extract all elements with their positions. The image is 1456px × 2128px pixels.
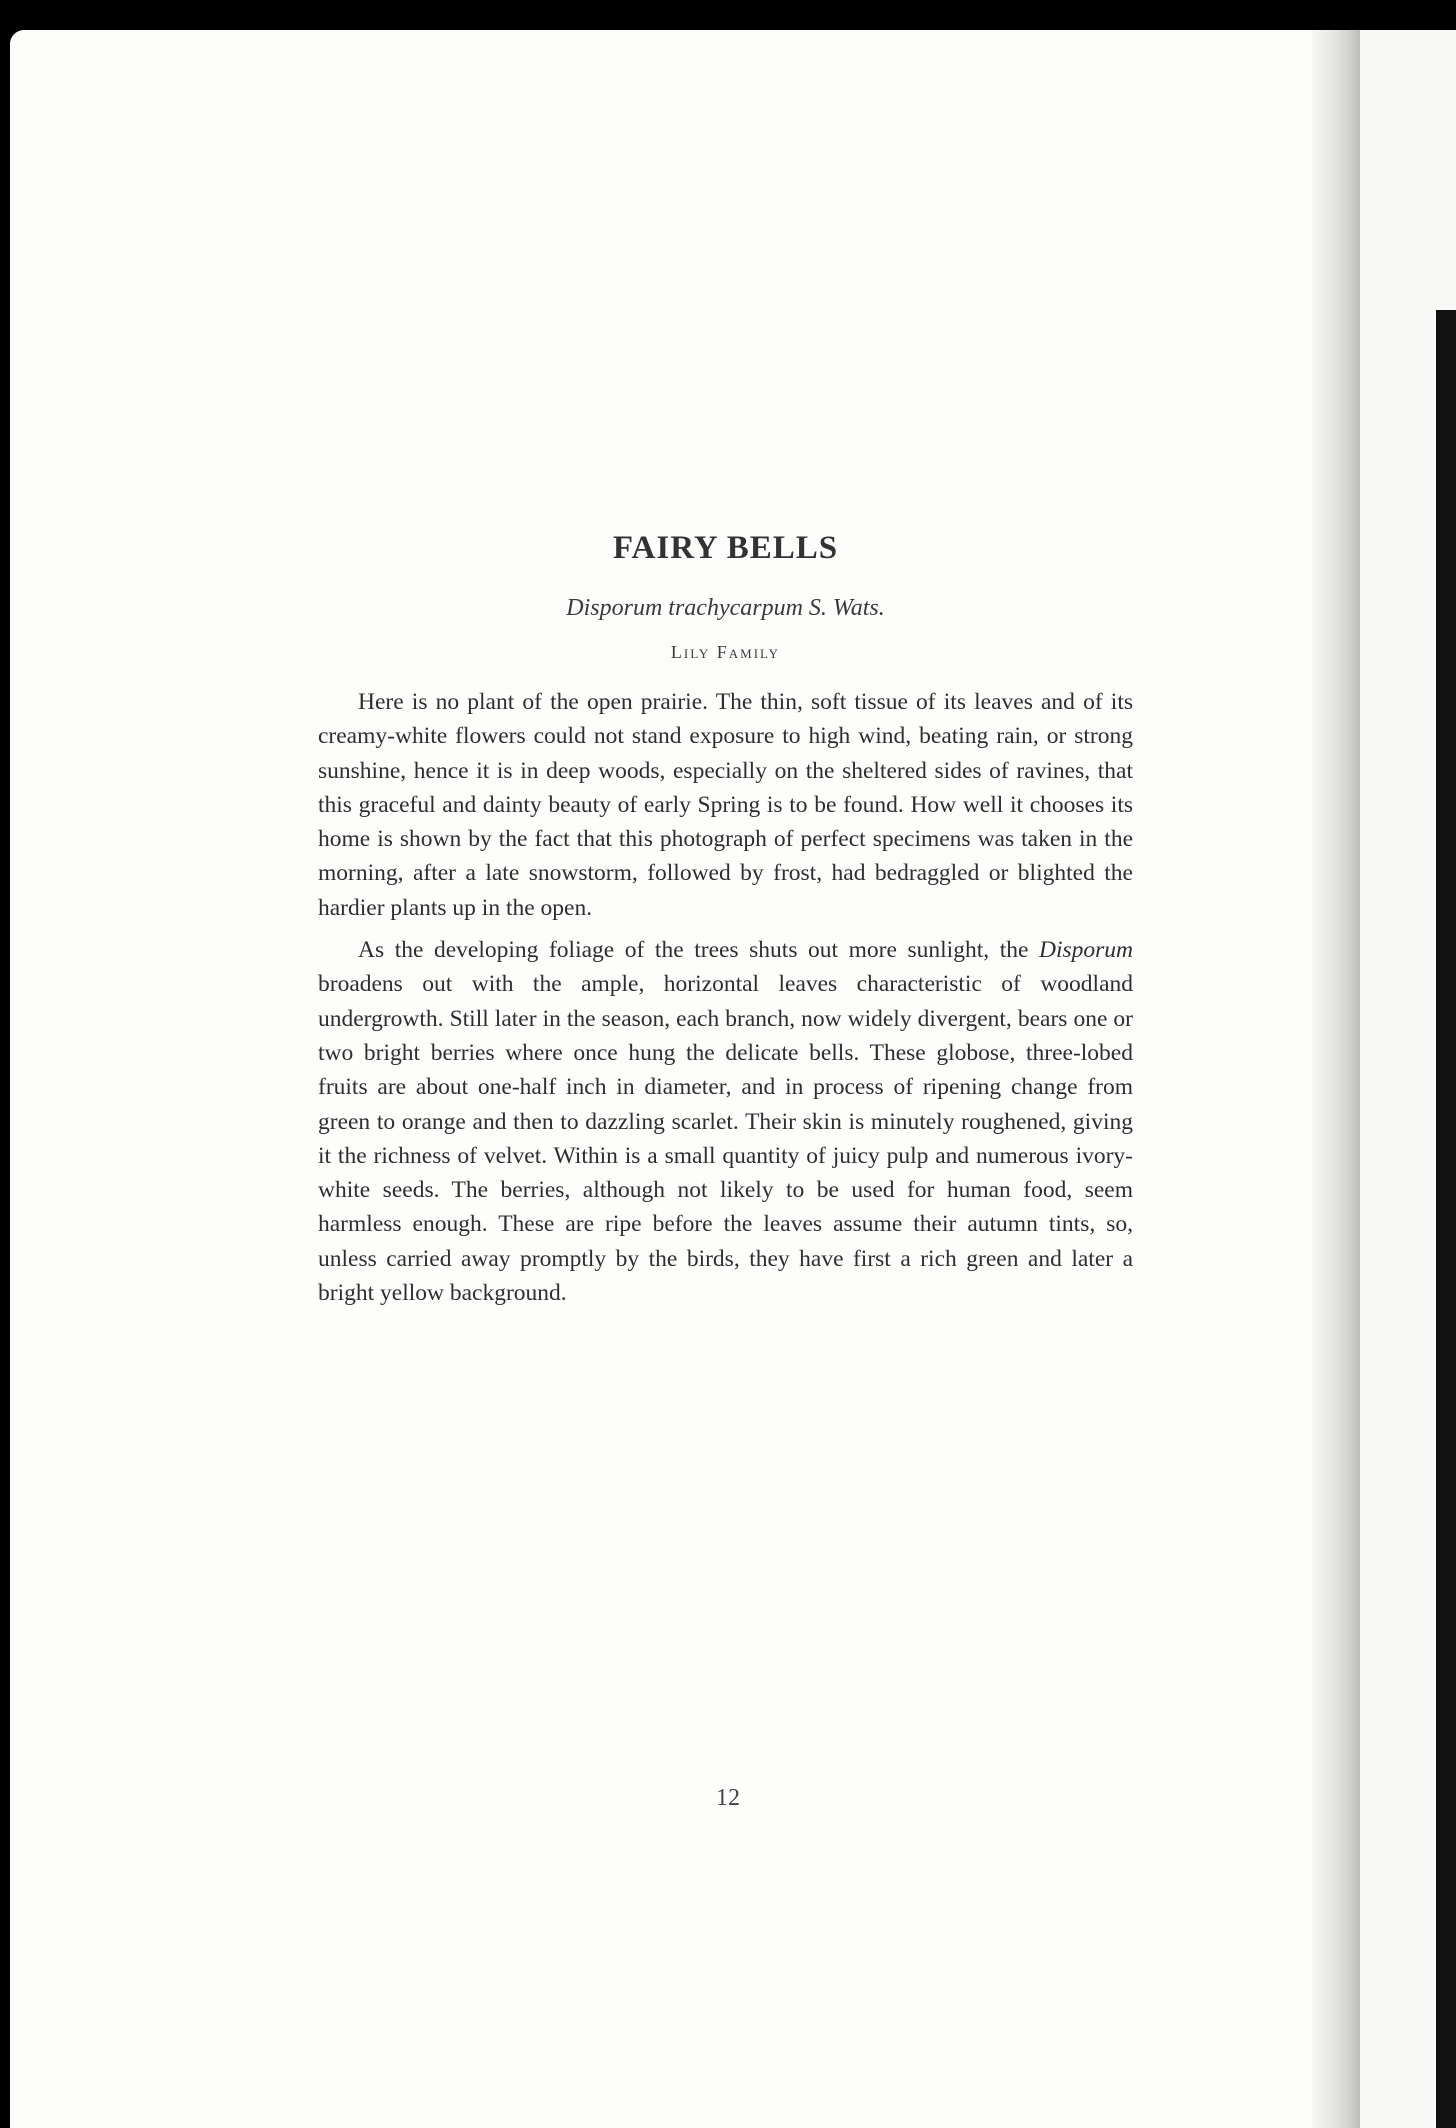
top-scan-border <box>0 0 1456 30</box>
plant-family: Lily Family <box>670 642 781 662</box>
page-content <box>318 530 1133 1318</box>
chapter-title: FAIRY BELLS <box>612 530 839 566</box>
page-gutter-shadow <box>1312 30 1360 2128</box>
page-number: 12 <box>716 1785 740 1811</box>
paragraph-1: Here is no plant of the open prairie. The thin, soft tissue of its leaves and of its creamy-white flowers could not stand exposure to high wind, beating rain, or strong sunshine, hence it is in deep woods, especially on the sheltered sides of ravines, that this graceful and dainty beauty of early Spring is to be found. How well it chooses its home is shown by the fact that this photograph of perfect specimens was taken in the morning, after a late snowstorm, followed by frost, had bedraggled or blighted the hardier plants up in the open. <box>318 689 1133 921</box>
paragraph-2-rest: broadens out with the ample, horizontal leaves characteristic of woodland undergrowth. Still later in the season, each branch, now widely divergent, bears one or two bright berries where once hung the delicate bells. These globose, three-lobed fruits are about one-half inch in diameter, and in process of ripening change from green to orange and then to dazzling scarlet. Their skin is minutely roughened, giving it the richness of velvet. Within is a small quantity of juicy pulp and numerous ivory-white seeds. The berries, although not likely to be used for human food, seem harmless enough. These are ripe before the leaves assume their autumn tints, so, unless carried away promptly by the birds, they have first a rich green and later a bright yellow background. <box>318 971 1133 1307</box>
scientific-name: Disporum trachycarpum S. Wats. <box>566 595 885 621</box>
paragraph-2 <box>318 933 1133 1310</box>
genus-name: Disporum <box>1038 937 1133 964</box>
right-scan-border <box>1436 310 1456 2128</box>
paragraph-2-start: As the developing foliage of the trees shuts out more sunlight, the <box>358 937 1039 964</box>
